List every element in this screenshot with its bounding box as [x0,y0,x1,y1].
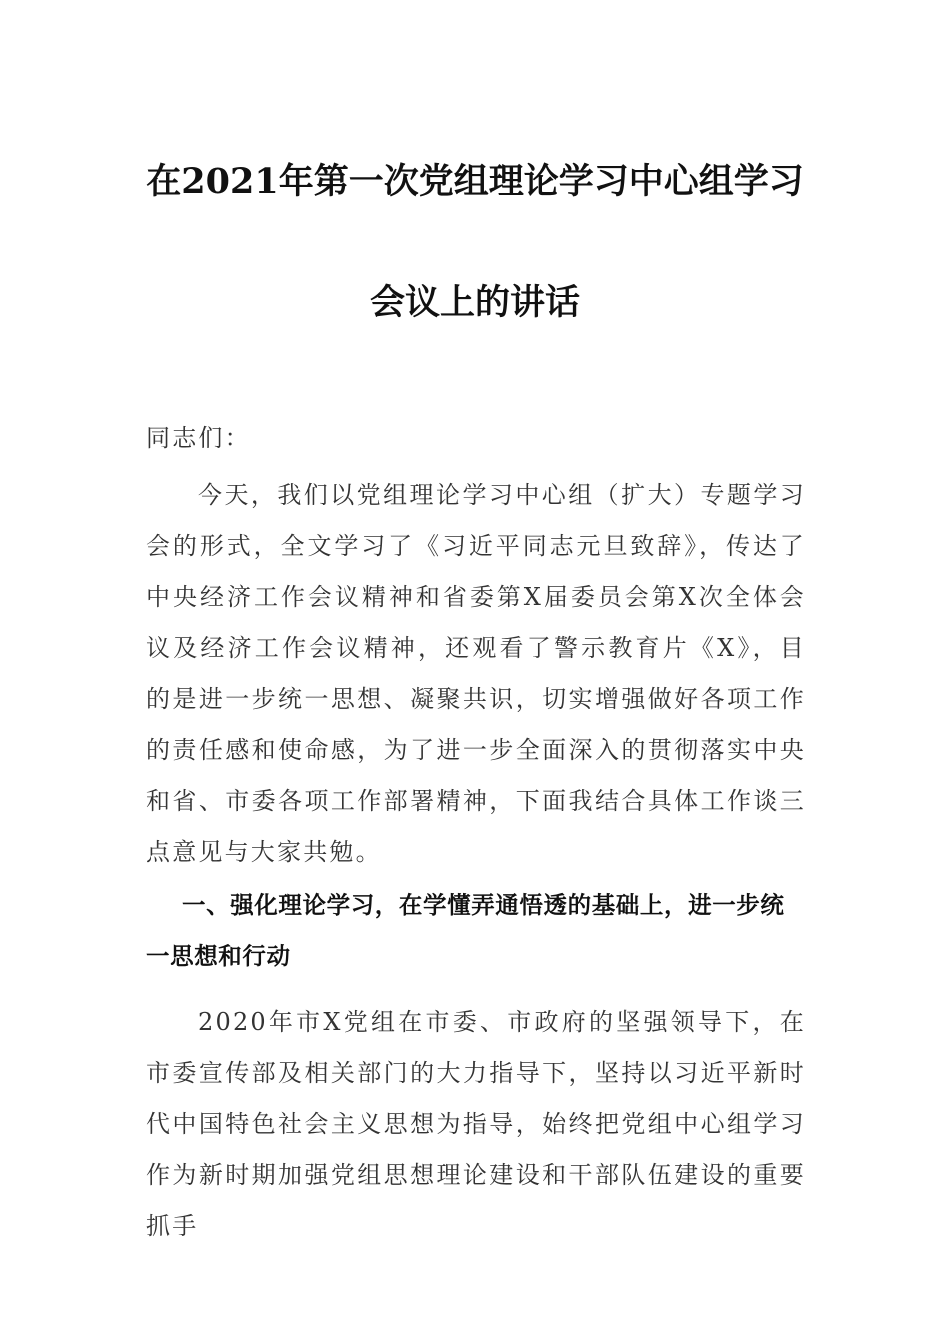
section-heading-1: 一、强化理论学习，在学懂弄通悟透的基础上，进一步统一思想和行动 [146,891,785,970]
document-title-line-2: 会议上的讲话 [369,282,580,323]
paragraph-section-1: 2020年市X党组在市委、市政府的坚强领导下，在市委宣传部及相关部门的大力指导下，坚持以习近平新时代中国特色社会主义思想为指导，始终把党组中心组学习作为新时期加强党组思想理论建设和干部队伍建设的重要抓手 [146,1008,806,1240]
paragraph-intro: 今天，我们以党组理论学习中心组（扩大）专题学习会的形式，全文学习了《习近平同志元旦致辞》，传达了中央经济工作会议精神和省委第X届委员会第X次全体会议及经济工作会议精神，还观看了警示教育片《X》，目的是进一步统一思想、凝聚共识，切实增强做好各项工作的责任感和使命感，为了进一步全面深入的贯彻落实中央和省、市委各项工作部署精神，下面我结合具体工作谈三点意见与大家共勉。 [146,481,806,866]
document-title-line-1: 在2021年第一次党组理论学习中心组学习 [146,161,804,202]
salutation: 同志们： [146,424,251,452]
